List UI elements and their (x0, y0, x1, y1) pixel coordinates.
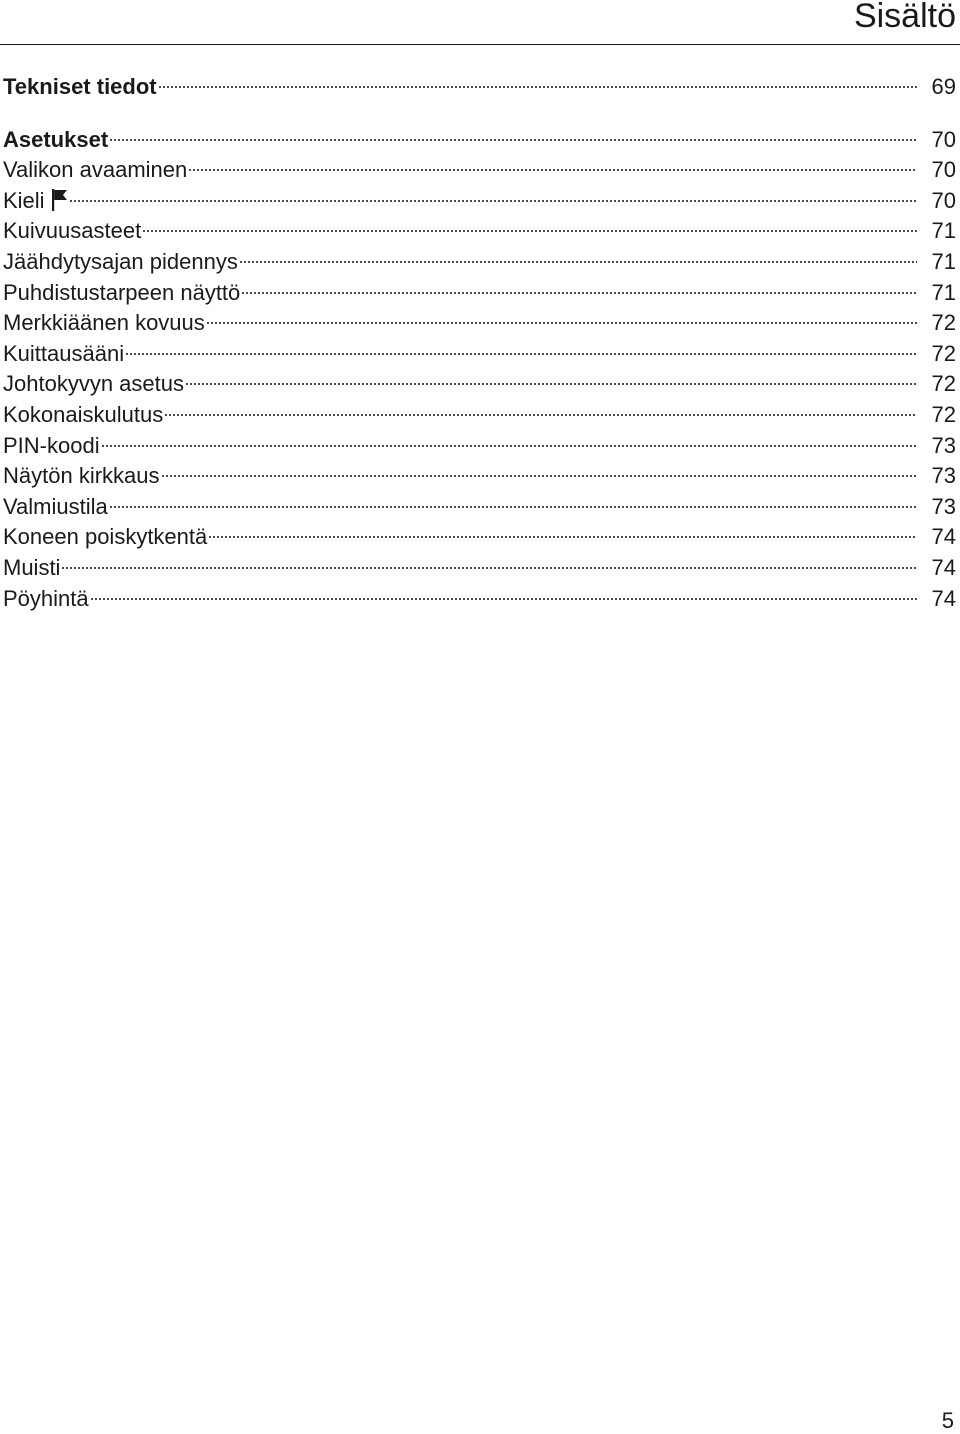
toc-entry-label: Jäähdytysajan pidennys (3, 248, 238, 274)
toc-entry-kieli[interactable] (3, 186, 956, 217)
toc-entry-valikon-avaaminen[interactable] (3, 155, 956, 186)
flag-icon (52, 189, 68, 211)
dot-leader (164, 414, 917, 416)
toc-entry-label: Koneen poiskytkentä (3, 524, 208, 550)
toc-entry-page: 72 (931, 401, 956, 427)
toc-entry-page: 74 (931, 554, 956, 580)
dot-leader (109, 139, 917, 141)
toc-entry-page: 70 (931, 157, 956, 183)
toc-entry-label: Kuivuusasteet (3, 218, 142, 244)
dot-leader (161, 475, 917, 477)
toc-entry-page: 72 (931, 340, 956, 366)
dot-leader (142, 230, 917, 232)
toc-entry-page: 73 (931, 493, 956, 519)
dot-leader (61, 567, 917, 569)
toc-entry-page: 74 (931, 524, 956, 550)
toc-entry-poyhinta[interactable] (3, 584, 956, 615)
toc-entry-asetukset[interactable] (3, 125, 956, 156)
dot-leader (101, 445, 917, 447)
dot-leader (125, 353, 917, 355)
table-of-contents (3, 72, 956, 614)
toc-entry-puhdistustarpeen-naytto[interactable] (3, 278, 956, 309)
toc-entry-label: Kieli (3, 187, 45, 213)
dot-leader (206, 322, 917, 324)
toc-entry-jaahdytysajan-pidennys[interactable] (3, 247, 956, 278)
toc-entry-muisti[interactable] (3, 553, 956, 584)
toc-entry-label: Näytön kirkkaus (3, 463, 160, 489)
toc-entry-page: 72 (931, 371, 956, 397)
dot-leader (208, 536, 917, 538)
toc-entry-page: 73 (931, 463, 956, 489)
page-title: Sisältö (853, 0, 956, 35)
toc-entry-label: Pöyhintä (3, 585, 89, 611)
toc-entry-page: 71 (931, 218, 956, 244)
toc-entry-page: 70 (931, 187, 956, 213)
toc-entry-valmiustila[interactable] (3, 492, 956, 523)
dot-leader (241, 292, 917, 294)
toc-entry-label: PIN-koodi (3, 432, 100, 458)
dot-leader (158, 86, 917, 88)
toc-entry-label: Puhdistustarpeen näyttö (3, 279, 241, 305)
toc-entry-kuivuusasteet[interactable] (3, 216, 956, 247)
toc-entry-label: Johtokyvyn asetus (3, 371, 184, 397)
toc-entry-pin-koodi[interactable] (3, 431, 956, 462)
dot-leader (109, 506, 917, 508)
toc-entry-page: 69 (931, 74, 956, 99)
toc-entry-label: Valikon avaaminen (3, 157, 188, 183)
toc-entry-koneen-poiskytkenta[interactable] (3, 522, 956, 553)
dot-leader (239, 261, 917, 263)
toc-entry-kokonaiskulutus[interactable] (3, 400, 956, 431)
dot-leader (69, 200, 917, 202)
toc-entry-label: Kokonaiskulutus (3, 401, 164, 427)
toc-entry-page: 74 (931, 585, 956, 611)
dot-leader (188, 169, 917, 171)
dot-leader (185, 383, 917, 385)
toc-entry-label: Valmiustila (3, 493, 108, 519)
toc-entry-tekniset-tiedot[interactable] (3, 72, 956, 103)
dot-leader (90, 598, 917, 600)
toc-entry-page: 70 (931, 126, 956, 152)
toc-entry-label-group (3, 186, 68, 217)
toc-entry-page: 71 (931, 279, 956, 305)
toc-entry-label: Kuittausääni (3, 340, 125, 366)
title-divider (0, 44, 960, 45)
toc-entry-label: Tekniset tiedot (3, 74, 157, 99)
toc-entry-page: 71 (931, 248, 956, 274)
toc-entry-kuittausaani[interactable] (3, 339, 956, 370)
toc-entry-johtokyvyn-asetus[interactable] (3, 369, 956, 400)
page-number: 5 (941, 1408, 954, 1433)
toc-entry-page: 73 (931, 432, 956, 458)
toc-entry-label: Muisti (3, 554, 61, 580)
toc-entry-label: Merkkiäänen kovuus (3, 310, 205, 336)
toc-entry-nayton-kirkkaus[interactable] (3, 461, 956, 492)
toc-entry-page: 72 (931, 310, 956, 336)
toc-entry-merkkiaanen-kovuus[interactable] (3, 308, 956, 339)
toc-entry-label: Asetukset (3, 126, 109, 152)
